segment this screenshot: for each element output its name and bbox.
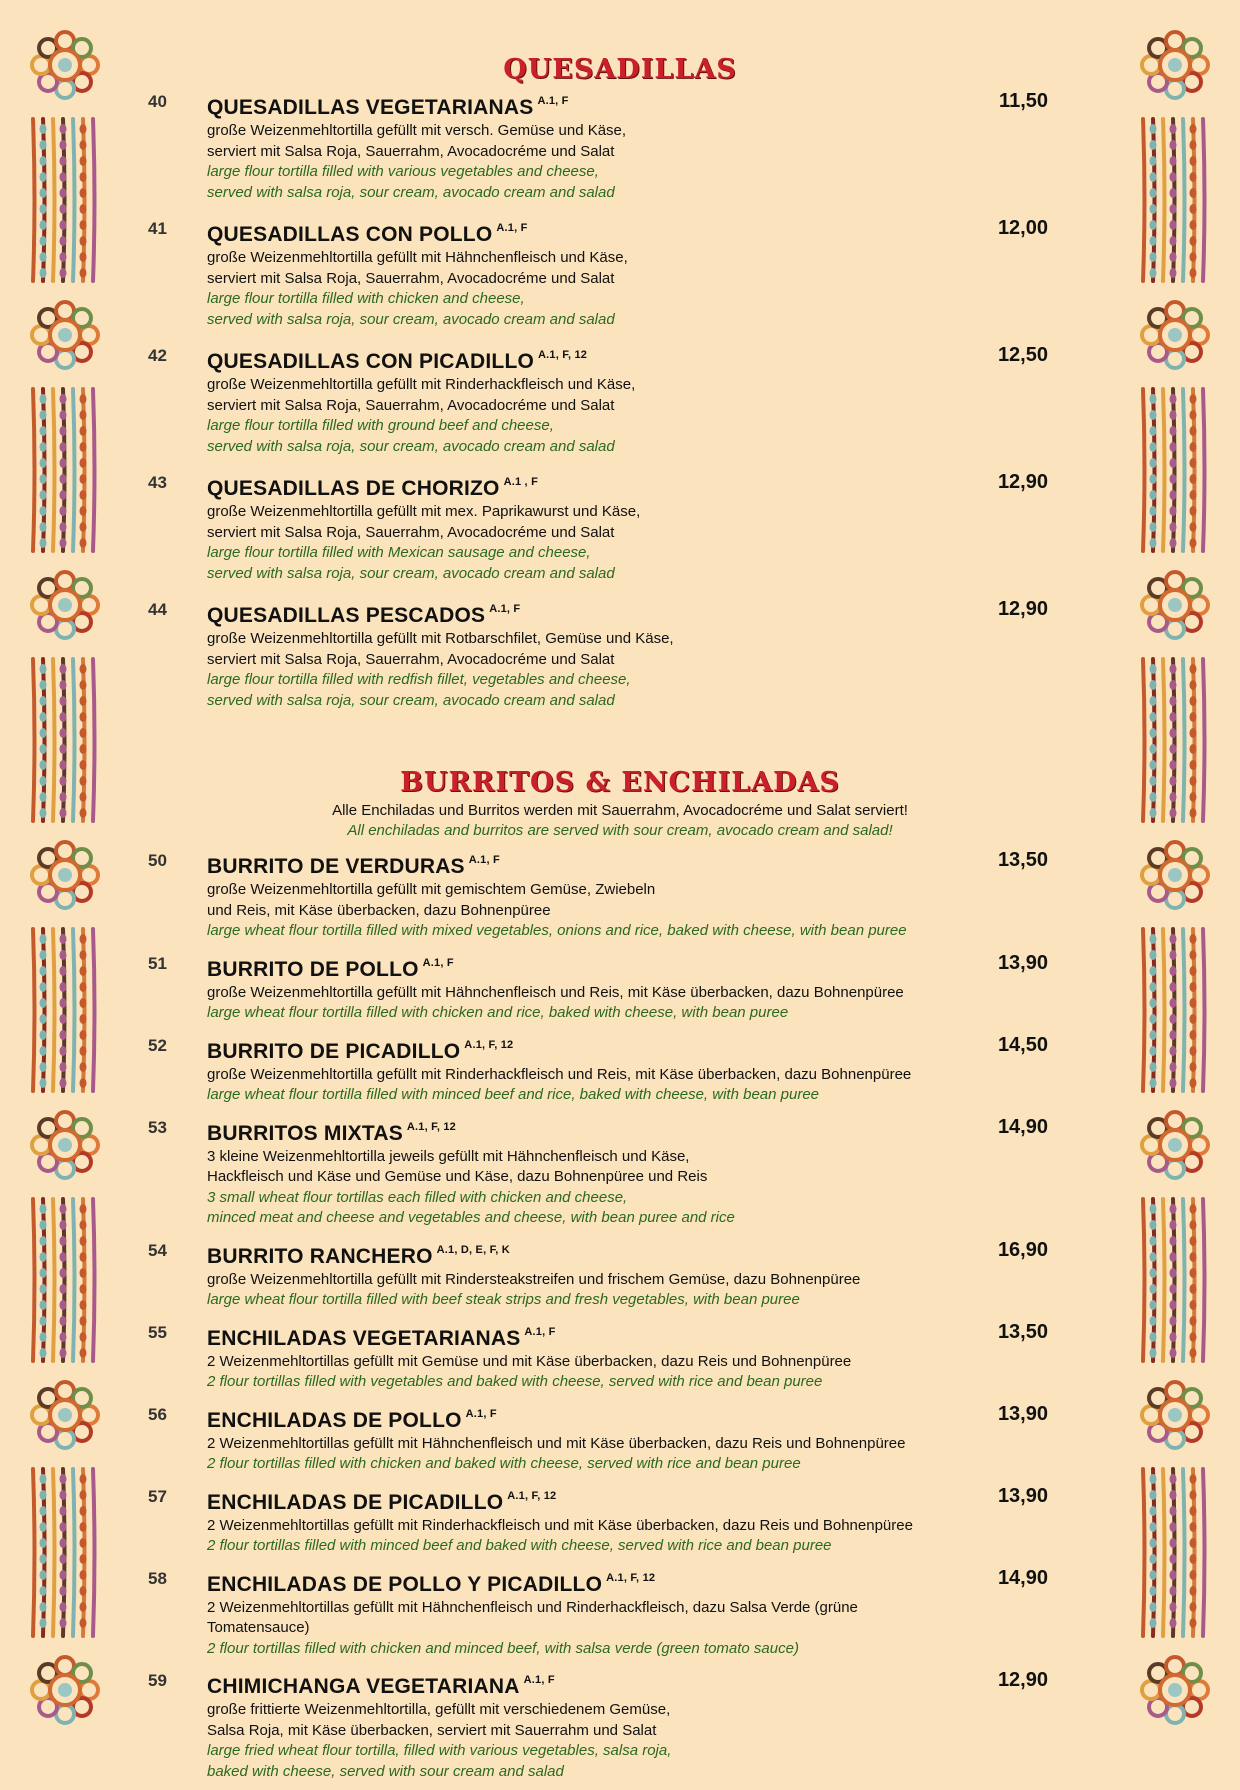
item-description-german: 2 Weizenmehltortillas gefüllt mit Gemüse und mit Käse überbacken, dazu Reis und Bohnenpüree xyxy=(207,1352,852,1370)
item-name: BURRITOS MIXTAS xyxy=(207,1121,403,1145)
item-number: 51 xyxy=(148,953,167,973)
item-allergens: A.1 , F xyxy=(503,476,538,488)
section-note-german: Alle Enchiladas und Burritos werden mit Sauerrahm, Avocadocréme und Salat serviert! xyxy=(332,802,908,819)
item-name: ENCHILADAS DE POLLO xyxy=(207,1408,462,1432)
flower-ornament-icon xyxy=(1142,572,1208,638)
flower-ornament-icon xyxy=(32,842,98,908)
stripe-pattern xyxy=(33,1469,95,1636)
item-price: 12,90 xyxy=(997,1669,1048,1691)
item-description-english: 2 flour tortillas filled with vegetables and baked with cheese, served with rice and bean puree xyxy=(207,1373,823,1390)
item-description-german: große frittierte Weizenmehltortilla, gefüllt mit verschiedenem Gemüse, Salsa Roja, mit Käse überbacken, serviert mit Sauerrahm und Salat xyxy=(207,1701,671,1739)
item-number: 56 xyxy=(148,1404,167,1424)
item-name: QUESADILLAS CON PICADILLO xyxy=(207,350,535,373)
item-allergens: A.1, F, 12 xyxy=(538,349,588,361)
item-description-english: 3 small wheat flour tortillas each filled with chicken and cheese, minced meat and cheese and vegetables and cheese, with bean puree and rice xyxy=(207,1188,735,1226)
item-allergens: A.1, F, 12 xyxy=(606,1571,656,1584)
item-allergens: A.1, F xyxy=(489,603,521,615)
flower-ornament-icon xyxy=(32,1382,98,1448)
item-number: 55 xyxy=(148,1322,167,1342)
flower-ornament-icon xyxy=(1142,1112,1208,1178)
item-name-line xyxy=(207,950,960,983)
item-allergens: A.1, F xyxy=(523,1674,555,1686)
item-name: BURRITO DE VERDURAS xyxy=(207,855,465,878)
stripe-pattern xyxy=(33,659,95,821)
item-number: 40 xyxy=(148,92,167,111)
item-number: 59 xyxy=(148,1671,167,1690)
menu-content xyxy=(140,52,1100,1790)
stripe-pattern xyxy=(1143,119,1205,281)
item-price: 14,50 xyxy=(997,1033,1048,1056)
menu-item xyxy=(140,215,1100,330)
item-description-english: large flour tortilla filled with various vegetables and cheese, served with salsa roja, sour cream, avocado cream and salad xyxy=(207,163,615,201)
item-name: BURRITO DE POLLO xyxy=(207,957,419,981)
item-description-english: large wheat flour tortilla filled with chicken and rice, baked with cheese, with bean puree xyxy=(207,1004,789,1021)
item-description-english: large flour tortilla filled with Mexican sausage and cheese, served with salsa roja, sour cream, avocado cream and salad xyxy=(207,544,615,582)
item-description-german: große Weizenmehltortilla gefüllt mit gemischtem Gemüse, Zwiebeln und Reis, mit Käse überbacken, dazu Bohnenpüree xyxy=(207,881,656,919)
item-description-english: large wheat flour tortilla filled with minced beef and rice, baked with cheese, with bean puree xyxy=(207,1086,820,1103)
item-allergens: A.1, F, 12 xyxy=(464,1038,514,1051)
stripe-pattern xyxy=(33,389,95,551)
item-name: BURRITO DE PICADILLO xyxy=(207,1039,461,1063)
item-allergens: A.1, F xyxy=(468,854,500,866)
flower-ornament-icon xyxy=(1142,302,1208,368)
stripe-pattern xyxy=(33,929,95,1091)
item-name: ENCHILADAS DE PICADILLO xyxy=(207,1490,504,1514)
item-price: 16,90 xyxy=(997,1238,1048,1261)
item-description-german: große Weizenmehltortilla gefüllt mit Hähnchenfleisch und Käse, serviert mit Salsa Roja, Sauerrahm, Avocadocréme und Salat xyxy=(207,249,628,287)
item-number: 42 xyxy=(148,346,167,365)
item-price: 13,50 xyxy=(997,849,1048,871)
right-ornamental-border xyxy=(1125,0,1225,1754)
item-name-line xyxy=(207,596,960,629)
item-allergens: A.1, F, 12 xyxy=(406,1120,456,1133)
flower-ornament-icon xyxy=(1142,32,1208,98)
item-description-english: large wheat flour tortilla filled with beef steak strips and fresh vegetables, with bean puree xyxy=(207,1291,800,1308)
item-name: QUESADILLAS PESCADOS xyxy=(207,604,486,627)
flower-ornament-icon xyxy=(32,302,98,368)
item-price: 13,90 xyxy=(997,1484,1048,1507)
item-allergens: A.1, F xyxy=(537,95,569,107)
item-description-english: 2 flour tortillas filled with minced beef and baked with cheese, served with rice and bean puree xyxy=(207,1537,832,1554)
left-ornamental-border xyxy=(15,0,115,1754)
menu-item xyxy=(140,596,1100,711)
stripe-pattern xyxy=(1143,929,1205,1091)
item-allergens: A.1, D, E, F, K xyxy=(436,1243,510,1256)
section-burritos-enchiladas xyxy=(140,765,1100,1782)
item-description-german: große Weizenmehltortilla gefüllt mit mex. Paprikawurst und Käse, serviert mit Salsa Roja, Sauerrahm, Avocadocréme und Salat xyxy=(207,503,641,541)
item-description-english: 2 flour tortillas filled with chicken and baked with cheese, served with rice and bean puree xyxy=(207,1455,801,1472)
item-price: 12,90 xyxy=(997,471,1048,493)
item-list xyxy=(140,847,1100,1782)
stripe-pattern xyxy=(33,119,95,281)
item-list xyxy=(140,88,1100,711)
menu-item xyxy=(140,469,1100,584)
item-price: 14,90 xyxy=(997,1566,1048,1589)
item-description-english: large wheat flour tortilla filled with mixed vegetables, onions and rice, baked with cheese, with bean puree xyxy=(207,922,907,939)
flower-ornament-icon xyxy=(32,1657,98,1723)
item-description-english: large flour tortilla filled with ground beef and cheese, served with salsa roja, sour cream, avocado cream and salad xyxy=(207,417,615,455)
menu-item xyxy=(140,1319,1100,1393)
item-name-line xyxy=(207,1565,960,1598)
item-description-english: large fried wheat flour tortilla, filled with various vegetables, salsa roja, baked with cheese, served with sour cream and salad xyxy=(207,1742,672,1780)
item-price: 13,50 xyxy=(997,1320,1048,1343)
menu-item xyxy=(140,950,1100,1024)
menu-item xyxy=(140,1237,1100,1311)
stripe-pattern xyxy=(1143,659,1205,821)
flower-ornament-icon xyxy=(1142,1657,1208,1723)
menu-item xyxy=(140,1401,1100,1475)
menu-item xyxy=(140,1667,1100,1782)
section-note-english: All enchiladas and burritos are served with sour cream, avocado cream and salad! xyxy=(347,822,893,839)
item-description-german: 3 kleine Weizenmehltortilla jeweils gefüllt mit Hähnchenfleisch und Käse, Hackfleisch und Käse und Gemüse und Käse, dazu Bohnenpüree und Reis xyxy=(207,1147,708,1185)
item-allergens: A.1, F, 12 xyxy=(507,1489,557,1502)
menu-item xyxy=(140,1565,1100,1660)
menu-item xyxy=(140,88,1100,203)
menu-item xyxy=(140,342,1100,457)
item-name-line xyxy=(207,1401,960,1434)
item-description-english: large flour tortilla filled with redfish fillet, vegetables and cheese, served with salsa roja, sour cream, avocado cream and salad xyxy=(207,671,631,709)
item-name-line xyxy=(207,1483,960,1516)
section-title: BURRITOS & ENCHILADAS xyxy=(400,767,840,798)
item-name-line xyxy=(207,469,960,502)
item-description-german: große Weizenmehltortilla gefüllt mit Hähnchenfleisch und Reis, mit Käse überbacken, dazu Bohnenpüree xyxy=(207,983,904,1001)
item-number: 43 xyxy=(148,473,167,492)
item-description-english: 2 flour tortillas filled with chicken and minced beef, with salsa verde (green tomato sauce) xyxy=(207,1639,799,1657)
item-name: QUESADILLAS CON POLLO xyxy=(207,223,493,246)
item-price: 12,90 xyxy=(997,598,1048,620)
item-name: CHIMICHANGA VEGETARIANA xyxy=(207,1675,520,1698)
stripe-pattern xyxy=(33,1199,95,1361)
item-number: 50 xyxy=(148,851,167,870)
item-description-german: große Weizenmehltortilla gefüllt mit versch. Gemüse und Käse, serviert mit Salsa Roja, Sauerrahm, Avocadocréme und Salat xyxy=(207,122,627,160)
stripe-pattern xyxy=(1143,1469,1205,1636)
flower-ornament-icon xyxy=(32,32,98,98)
item-name: QUESADILLAS VEGETARIANAS xyxy=(207,96,534,119)
item-allergens: A.1, F xyxy=(465,1407,497,1420)
item-name: ENCHILADAS VEGETARIANAS xyxy=(207,1326,521,1350)
item-price: 13,90 xyxy=(997,951,1048,974)
item-description-german: große Weizenmehltortilla gefüllt mit Rotbarschfilet, Gemüse und Käse, serviert mit Salsa Roja, Sauerrahm, Avocadocréme und Salat xyxy=(207,630,674,668)
item-number: 57 xyxy=(148,1486,167,1506)
menu-item xyxy=(140,1483,1100,1557)
item-description-english: large flour tortilla filled with chicken and cheese, served with salsa roja, sour cream, avocado cream and salad xyxy=(207,290,615,328)
item-number: 53 xyxy=(148,1117,167,1137)
item-name: BURRITO RANCHERO xyxy=(207,1244,433,1268)
item-allergens: A.1, F xyxy=(422,956,454,969)
item-name-line xyxy=(207,1032,960,1065)
item-description-german: 2 Weizenmehltortillas gefüllt mit Hähnchenfleisch und mit Käse überbacken, dazu Reis und Bohnenpüree xyxy=(207,1434,906,1452)
item-name-line xyxy=(207,1667,960,1700)
item-name-line xyxy=(207,215,960,248)
stripe-pattern xyxy=(1143,389,1205,551)
item-description-german: 2 Weizenmehltortillas gefüllt mit Rinderhackfleisch und mit Käse überbacken, dazu Reis und Bohnenpüree xyxy=(207,1516,913,1534)
flower-ornament-icon xyxy=(1142,842,1208,908)
flower-ornament-icon xyxy=(32,1112,98,1178)
item-name-line xyxy=(207,342,960,375)
item-allergens: A.1, F xyxy=(524,1325,556,1338)
stripe-pattern xyxy=(1143,1199,1205,1361)
item-number: 58 xyxy=(148,1568,167,1588)
item-number: 52 xyxy=(148,1035,167,1055)
item-name-line xyxy=(207,88,960,121)
menu-item xyxy=(140,847,1100,942)
item-description-german: große Weizenmehltortilla gefüllt mit Rindersteakstreifen und frischem Gemüse, dazu Bohnenpüree xyxy=(207,1270,861,1288)
flower-ornament-icon xyxy=(32,572,98,638)
item-number: 54 xyxy=(148,1240,167,1260)
item-price: 14,90 xyxy=(997,1115,1048,1138)
flower-ornament-icon xyxy=(1142,1382,1208,1448)
item-name-line xyxy=(207,1319,960,1352)
menu-item xyxy=(140,1114,1100,1229)
item-price: 13,90 xyxy=(997,1402,1048,1425)
item-name-line xyxy=(207,847,960,880)
item-price: 12,50 xyxy=(997,344,1048,366)
item-price: 11,50 xyxy=(999,90,1048,112)
item-name-line xyxy=(207,1237,960,1270)
item-description-german: große Weizenmehltortilla gefüllt mit Rinderhackfleisch und Käse, serviert mit Salsa Roja, Sauerrahm, Avocadocréme und Salat xyxy=(207,376,636,414)
item-name: QUESADILLAS DE CHORIZO xyxy=(207,477,500,500)
item-description-german: große Weizenmehltortilla gefüllt mit Rinderhackfleisch und Reis, mit Käse überbacken, dazu Bohnenpüree xyxy=(207,1065,912,1083)
item-allergens: A.1, F xyxy=(496,222,528,234)
item-name: ENCHILADAS DE POLLO Y PICADILLO xyxy=(207,1572,603,1596)
section-quesadillas xyxy=(140,52,1100,711)
section-title: QUESADILLAS xyxy=(503,54,737,85)
menu-item xyxy=(140,1032,1100,1106)
item-name-line xyxy=(207,1114,960,1147)
item-number: 41 xyxy=(148,219,167,238)
item-price: 12,00 xyxy=(997,217,1048,239)
item-number: 44 xyxy=(148,600,167,619)
item-description-german: 2 Weizenmehltortillas gefüllt mit Hähnchenfleisch und Rinderhackfleisch, dazu Salsa Verde (grüne Tomatensauce) xyxy=(207,1598,858,1636)
